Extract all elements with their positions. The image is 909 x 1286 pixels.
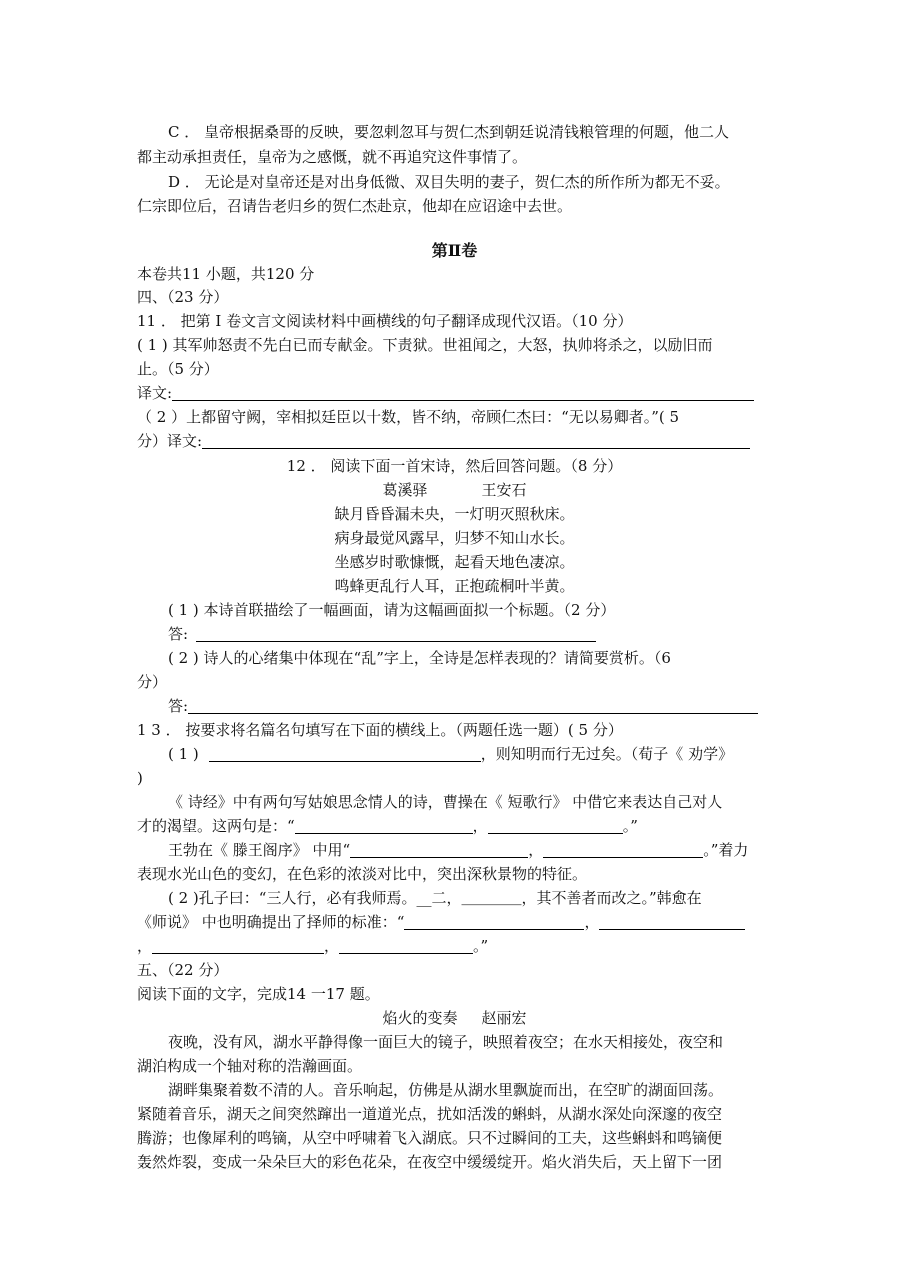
answer-blank[interactable] — [196, 626, 596, 642]
question-11-2-line1: （ 2 ）上都留守阙，宰相拟廷臣以十数，皆不纳，帝顾仁杰曰：“无以易卿者。”( 5 — [137, 408, 680, 426]
wangbo-line1 — [168, 839, 748, 861]
answer-blank[interactable] — [350, 842, 528, 858]
question-11-1-answer — [137, 382, 754, 404]
answer-blank[interactable] — [188, 698, 758, 714]
part-5-heading: 五、（22 分） — [137, 961, 229, 979]
item-text: ， — [584, 913, 600, 931]
question-11-2-line2 — [137, 430, 750, 452]
answer-blank[interactable] — [339, 938, 473, 954]
question-12-1-answer — [168, 623, 596, 645]
para2-line2: 紧随着音乐，湖天之间突然蹿出一道道光点，扰如活泼的蝌蚪，从湖水深处向深邃的夜空 — [137, 1105, 723, 1123]
poem-line: 缺月昏昏漏未央，一灯明灭照秋床。 — [334, 505, 575, 523]
item-number: ( 1 ) — [168, 745, 199, 763]
question-13-2-line2 — [137, 911, 745, 933]
option-d-line2: 仁宗即位后，召请告老归乡的贺仁杰赴京，他却在应诏途中去世。 — [137, 197, 573, 215]
story-author: 赵丽宏 — [481, 1009, 527, 1027]
question-13-2-line1: ( 2 )孔子曰：“三人行，必有我师焉。__二，＿＿＿＿，其不善者而改之。”韩愈在 — [168, 889, 702, 907]
item-text: 。” — [622, 817, 638, 835]
answer-blank[interactable] — [488, 818, 623, 834]
poem-line: 鸣蜂更乱行人耳，正抱疏桐叶半黄。 — [334, 577, 575, 595]
poem-header — [0, 479, 909, 501]
item-text: 。” — [473, 937, 489, 955]
question-13-1 — [168, 743, 733, 765]
para2-line3: 腾游；也像犀利的鸣镝，从空中呼啸着飞入湖底。只不过瞬间的工夫，这些蝌蚪和鸣镝便 — [137, 1129, 723, 1147]
para2-line4: 轰然炸裂，变成一朵朵巨大的彩色花朵，在夜空中缓缓绽开。焰火消失后，天上留下一团 — [137, 1153, 723, 1171]
answer-blank[interactable] — [599, 914, 745, 930]
question-11: 11 ． 把第 I 卷文言文阅读材料中画横线的句子翻译成现代汉语。（10 分） — [137, 312, 633, 330]
answer-blank[interactable] — [543, 842, 703, 858]
poem-line: 坐感岁时歌慷慨，起看天地色凄凉。 — [334, 553, 575, 571]
option-c-line2: 都主动承担责任，皇帝为之感慨，就不再追究这件事情了。 — [137, 148, 528, 166]
option-d-line1: D ． 无论是对皇帝还是对出身低微、双目失明的妻子，贺仁杰的所作所为都无不妥。 — [168, 173, 730, 191]
item-text: ， — [528, 841, 544, 859]
question-12: 12 ． 阅读下面一首宋诗，然后回答问题。（8 分） — [286, 457, 623, 475]
item-text: 。”着力 — [703, 841, 749, 859]
volume-2-info: 本卷共11 小题，共120 分 — [137, 265, 315, 283]
shijing-line1: 《 诗经》中有两句写姑娘思念情人的诗，曹操在《 短歌行》 中借它来表达自己对人 — [168, 793, 723, 811]
question-13: 1 3 ． 按要求将名篇名句填写在下面的横线上。（两题任选一题）( 5 分） — [137, 721, 623, 739]
answer-blank[interactable] — [172, 385, 754, 401]
question-12-2-line2: 分） — [137, 673, 168, 691]
answer-blank[interactable] — [202, 433, 750, 449]
item-text: 王勃在《 滕王阁序》 中用“ — [168, 841, 351, 859]
part-4-heading: 四、（23 分） — [137, 288, 229, 306]
question-13-2-line3 — [137, 935, 488, 957]
question-12-2-answer — [168, 695, 758, 717]
question-11-1-line2: 止。（5 分） — [137, 360, 219, 378]
para1-line2: 湖泊构成一个轴对称的浩瀚画面。 — [137, 1057, 363, 1075]
option-c-line1: C ． 皇帝根据桑哥的反映，要忽剌忽耳与贺仁杰到朝廷说清钱粮管理的何题，他二人 — [168, 123, 730, 141]
item-text: ， — [472, 817, 488, 835]
shijing-line2 — [137, 815, 638, 837]
answer-blank[interactable] — [152, 938, 324, 954]
answer-label: 答: — [168, 697, 189, 715]
item-text: ， — [137, 937, 153, 955]
para1-line1: 夜晚，没有风，湖水平静得像一面巨大的镜子，映照着夜空；在水天相接处，夜空和 — [168, 1033, 724, 1051]
poem-author: 王安石 — [481, 481, 527, 499]
question-12-2-line1: ( 2 ) 诗人的心绪集中体现在“乱”字上，全诗是怎样表现的？请简要赏析。（6 — [168, 649, 671, 667]
question-11-1-line1: ( 1 ) 其军帅怒责不先白已而专献金。下责狱。世祖闻之，大怒，执帅将杀之，以励旧而 — [137, 336, 713, 354]
question-13-1-close: ) — [137, 769, 143, 787]
answer-label: 分）译文: — [137, 432, 203, 450]
para2-line1: 湖畔集聚着数不清的人。音乐响起，仿佛是从湖水里飘旋而出，在空旷的湖面回荡。 — [168, 1081, 724, 1099]
wangbo-line2: 表现水光山色的变幻，在色彩的浓淡对比中，突出深秋景物的特征。 — [137, 865, 588, 883]
poem-line: 病身最觉风露早，归梦不知山水长。 — [334, 529, 575, 547]
answer-label: 答: — [168, 625, 189, 643]
item-text: ， — [324, 937, 340, 955]
question-12-1: ( 1 ) 本诗首联描绘了一幅画面，请为这幅画面拟一个标题。（2 分） — [168, 601, 616, 619]
poem-title: 葛溪驿 — [382, 481, 428, 499]
item-text: 才的渴望。这两句是：“ — [137, 817, 295, 835]
answer-blank[interactable] — [404, 914, 584, 930]
item-text: 《师说》 中也明确提出了择师的标准：“ — [137, 913, 405, 931]
item-text: ，则知明而行无过矣。（荀子《 劝学》 — [480, 745, 734, 763]
story-title: 焰火的变奏 — [382, 1009, 458, 1027]
volume-2-title: 第Ⅱ卷 — [431, 241, 478, 260]
answer-blank[interactable] — [209, 746, 481, 762]
answer-label: 译文: — [137, 384, 173, 402]
answer-blank[interactable] — [295, 818, 473, 834]
reading-intro: 阅读下面的文字，完成14 一17 题。 — [137, 985, 380, 1003]
story-header — [0, 1007, 909, 1029]
